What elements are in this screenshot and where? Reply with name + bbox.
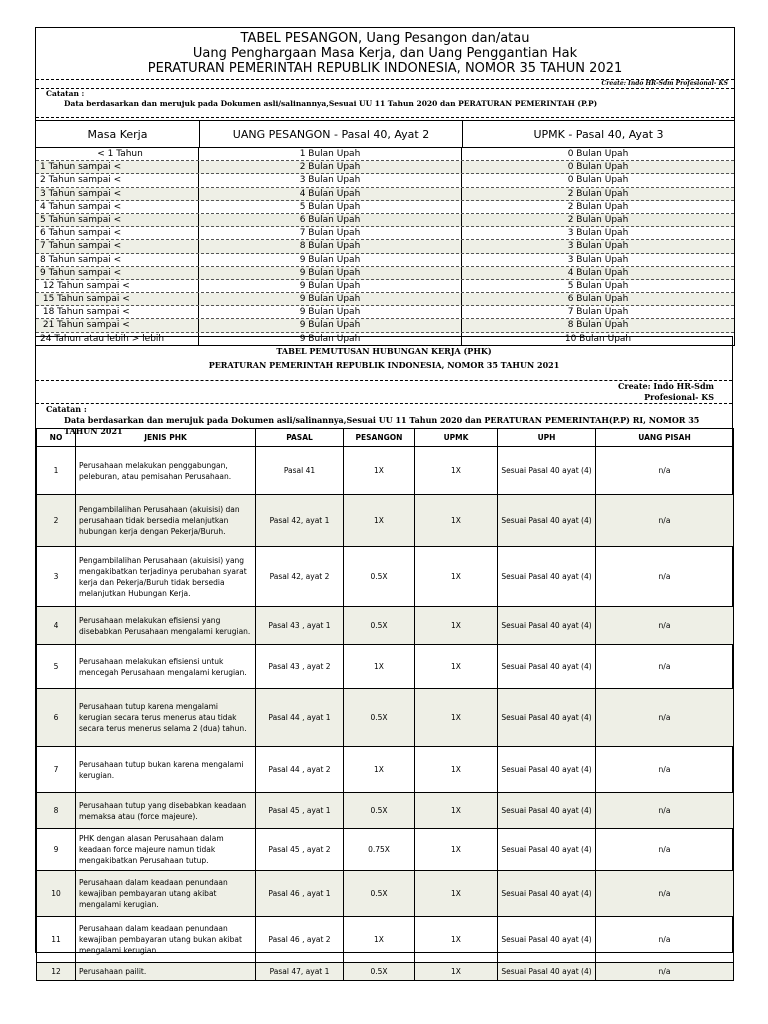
pesangon-cell: 0.5X [344,793,415,829]
phk-header-row [37,429,734,447]
table-row [37,447,734,495]
pesangon-cell: 4 Bulan Upah [199,188,462,200]
uph-cell: Sesuai Pasal 40 ayat (4) [498,871,596,917]
upmk-cell: 0 Bulan Upah [567,175,629,186]
pesangon-table-header [36,120,734,148]
jenis-phk-cell: Pengambilalihan Perusahaan (akuisisi) dan perusahaan tidak bersedia melanjutkan hubungan kerja dengan Pekerja/Buruh. [76,495,256,547]
pesangon-cell: 8 Bulan Upah [199,240,462,252]
pesangon-cell: 7 Bulan Upah [199,227,462,239]
jenis-phk-cell: Pengambilalihan Perusahaan (akuisisi) yang mengakibatkan terjadinya perubahan syarat kerja dan Pekerja/Buruh tidak bersedia melanjutkan Hubungan Kerja. [76,547,256,607]
table-row [36,306,734,319]
pesangon-cell: 6 Bulan Upah [199,214,462,226]
upmk-cell: 1X [415,689,498,747]
table-row [37,793,734,829]
header-upmk: UPMK - Pasal 40, Ayat 3 [533,127,664,141]
pesangon-cell: 1 Bulan Upah [199,148,462,160]
no-cell: 9 [37,829,76,871]
pasal-cell: Pasal 47, ayat 1 [256,963,344,981]
upmk-cell: 2 Bulan Upah [567,201,629,212]
masa-kerja-cell: 8 Tahun sampai < [36,254,199,266]
uang-pisah-cell: n/a [596,747,734,793]
upmk-cell: 4 Bulan Upah [567,267,629,278]
phk-catatan-label: Catatan : [46,404,87,414]
masa-kerja-cell: 21 Tahun sampai < [36,319,199,331]
table-row [37,917,734,963]
uang-pisah-cell: n/a [596,689,734,747]
table-row [37,829,734,871]
uang-pisah-cell: n/a [596,607,734,645]
phk-create-line-2: Profesional- KS [644,392,714,402]
create-credit: Create: Indo HR-Sdm Profesional- KS [36,80,734,89]
uph-cell: Sesuai Pasal 40 ayat (4) [498,689,596,747]
no-cell: 4 [37,607,76,645]
uang-pisah-cell: n/a [596,645,734,689]
masa-kerja-cell: 3 Tahun sampai < [36,188,199,200]
no-cell: 11 [37,917,76,963]
pasal-cell: Pasal 45 , ayat 1 [256,793,344,829]
masa-kerja-cell: 4 Tahun sampai < [36,201,199,213]
jenis-phk-cell: Perusahaan melakukan efisiensi untuk mencegah Perusahaan mengalami kerugian. [76,645,256,689]
upmk-cell: 1X [415,607,498,645]
header-uph: UPH [498,429,596,447]
pesangon-cell: 9 Bulan Upah [199,293,462,305]
pesangon-cell: 0.5X [344,547,415,607]
pasal-cell: Pasal 41 [256,447,344,495]
upmk-cell: 3 Bulan Upah [567,254,629,265]
no-cell: 5 [37,645,76,689]
upmk-cell: 10 Bulan Upah [564,333,632,344]
no-cell: 2 [37,495,76,547]
no-cell: 12 [37,963,76,981]
pesangon-cell: 0.5X [344,871,415,917]
upmk-cell: 0 Bulan Upah [567,162,629,173]
upmk-cell: 7 Bulan Upah [567,307,629,318]
pesangon-cell: 1X [344,645,415,689]
upmk-cell: 3 Bulan Upah [567,228,629,239]
upmk-cell: 1X [415,747,498,793]
pasal-cell: Pasal 42, ayat 1 [256,495,344,547]
pesangon-cell: 0.5X [344,689,415,747]
pasal-cell: Pasal 42, ayat 2 [256,547,344,607]
jenis-phk-cell: Perusahaan tutup karena mengalami kerugian secara terus menerus atau tidak secara terus menerus selama 2 (dua) tahun. [76,689,256,747]
table-row [37,645,734,689]
masa-kerja-cell: 12 Tahun sampai < [36,280,199,292]
jenis-phk-cell: Perusahaan pailit. [76,963,256,981]
upmk-cell: 1X [415,871,498,917]
pesangon-table-body [36,148,734,345]
uang-pisah-cell: n/a [596,829,734,871]
pesangon-cell: 0.75X [344,829,415,871]
upmk-cell: 0 Bulan Upah [567,149,629,159]
upmk-cell: 3 Bulan Upah [567,241,629,252]
no-cell: 3 [37,547,76,607]
pasal-cell: Pasal 43 , ayat 1 [256,607,344,645]
pesangon-cell: 9 Bulan Upah [199,280,462,292]
pesangon-table [35,27,735,346]
masa-kerja-cell: 15 Tahun sampai < [36,293,199,305]
upmk-cell: 1X [415,645,498,689]
upmk-cell: 8 Bulan Upah [567,320,629,331]
masa-kerja-cell: 24 Tahun atau lebih > lebih [36,333,199,345]
pesangon-cell: 3 Bulan Upah [199,174,462,186]
no-cell: 8 [37,793,76,829]
phk-data-table [36,428,734,981]
jenis-phk-cell: PHK dengan alasan Perusahaan dalam keadaan force majeure namun tidak mengakibatkan Perusahaan tutup. [76,829,256,871]
header-pesangon: PESANGON [344,429,415,447]
masa-kerja-cell: 6 Tahun sampai < [36,227,199,239]
uang-pisah-cell: n/a [596,495,734,547]
jenis-phk-cell: Perusahaan dalam keadaan penundaan kewajiban pembayaran utang bukan akibat mengalami kerugian. [76,917,256,963]
uph-cell: Sesuai Pasal 40 ayat (4) [498,645,596,689]
pesangon-cell: 1X [344,747,415,793]
table-row [37,747,734,793]
no-cell: 1 [37,447,76,495]
upmk-cell: 2 Bulan Upah [567,188,629,199]
table-row [36,254,734,267]
masa-kerja-cell: 2 Tahun sampai < [36,174,199,186]
title-line-2: Uang Penghargaan Masa Kerja, dan Uang Penggantian Hak [192,46,578,61]
upmk-cell: 1X [415,829,498,871]
phk-table-body [37,447,734,981]
table-row [36,240,734,253]
pesangon-cell: 5 Bulan Upah [199,201,462,213]
table-row [36,227,734,240]
upmk-cell: 5 Bulan Upah [567,280,629,291]
uph-cell: Sesuai Pasal 40 ayat (4) [498,607,596,645]
uph-cell: Sesuai Pasal 40 ayat (4) [498,917,596,963]
uang-pisah-cell: n/a [596,447,734,495]
table-row [36,280,734,293]
no-cell: 6 [37,689,76,747]
phk-title-line-1: TABEL PEMUTUSAN HUBUNGAN KERJA (PHK) [276,346,492,356]
uph-cell: Sesuai Pasal 40 ayat (4) [498,829,596,871]
pesangon-cell: 1X [344,917,415,963]
jenis-phk-cell: Perusahaan tutup yang disebabkan keadaan memaksa atau (force majeure). [76,793,256,829]
table-row [36,188,734,201]
uph-cell: Sesuai Pasal 40 ayat (4) [498,495,596,547]
table-row [36,267,734,280]
pesangon-cell: 0.5X [344,963,415,981]
uph-cell: Sesuai Pasal 40 ayat (4) [498,747,596,793]
uang-pisah-cell: n/a [596,871,734,917]
header-uang-pisah: UANG PISAH [596,429,734,447]
catatan-note [36,89,734,118]
pesangon-cell: 2 Bulan Upah [199,161,462,173]
phk-table [35,336,733,976]
table-row [36,293,734,306]
phk-catatan-text: Data berdasarkan dan merujuk pada Dokumen asli/salinannya,Sesuai UU 11 Tahun 2020 dan PERATURAN PEMERINTAH(P.P) RI, NOMOR 35 TAHUN 2021 [64,415,700,436]
pesangon-cell: 9 Bulan Upah [199,267,462,279]
table-row [37,607,734,645]
title-line-1: TABEL PESANGON, Uang Pesangon dan/atau [240,31,530,46]
masa-kerja-cell: 9 Tahun sampai < [36,267,199,279]
upmk-cell: 1X [415,793,498,829]
uang-pisah-cell: n/a [596,917,734,963]
upmk-cell: 6 Bulan Upah [567,294,629,305]
table-row [37,871,734,917]
upmk-cell: 1X [415,963,498,981]
uang-pisah-cell: n/a [596,963,734,981]
upmk-cell: 1X [415,547,498,607]
jenis-phk-cell: Perusahaan dalam keadaan penundaan kewajiban pembayaran utang akibat mengalami kerugian. [76,871,256,917]
catatan-label: Catatan : [46,89,85,98]
phk-create-credit [36,381,732,404]
pesangon-cell: 9 Bulan Upah [199,319,462,331]
phk-catatan-note [36,404,732,436]
pesangon-table-title [36,28,734,80]
title-line-3: PERATURAN PEMERINTAH REPUBLIK INDONESIA, NOMOR 35 TAHUN 2021 [147,61,623,76]
table-row [36,319,734,332]
header-upmk: UPMK [415,429,498,447]
pesangon-cell: 1X [344,447,415,495]
table-row [37,963,734,981]
jenis-phk-cell: Perusahaan tutup bukan karena mengalami kerugian. [76,747,256,793]
pasal-cell: Pasal 44 , ayat 1 [256,689,344,747]
uang-pisah-cell: n/a [596,793,734,829]
masa-kerja-cell: < 1 Tahun [36,148,199,160]
pesangon-cell: 9 Bulan Upah [199,306,462,318]
header-no: NO [37,429,76,447]
table-row [36,161,734,174]
phk-create-line-1: Create: Indo HR-Sdm [617,381,714,391]
pesangon-cell: 9 Bulan Upah [199,254,462,266]
table-row [36,148,734,161]
table-row [36,214,734,227]
masa-kerja-cell: 5 Tahun sampai < [36,214,199,226]
catatan-text: Data berdasarkan dan merujuk pada Dokumen asli/salinannya,Sesuai UU 11 Tahun 2020 dan PERATURAN PEMERINTAH (P.P) [64,99,598,108]
pasal-cell: Pasal 46 , ayat 2 [256,917,344,963]
uph-cell: Sesuai Pasal 40 ayat (4) [498,547,596,607]
masa-kerja-cell: 18 Tahun sampai < [36,306,199,318]
uang-pisah-cell: n/a [596,547,734,607]
table-row [37,689,734,747]
pasal-cell: Pasal 46 , ayat 1 [256,871,344,917]
uph-cell: Sesuai Pasal 40 ayat (4) [498,963,596,981]
header-jenis-phk: JENIS PHK [76,429,256,447]
masa-kerja-cell: 1 Tahun sampai < [36,161,199,173]
uph-cell: Sesuai Pasal 40 ayat (4) [498,447,596,495]
header-uang-pesangon: UANG PESANGON - Pasal 40, Ayat 2 [200,121,463,147]
upmk-cell: 1X [415,447,498,495]
upmk-cell: 2 Bulan Upah [567,214,629,225]
header-pasal: PASAL [256,429,344,447]
pasal-cell: Pasal 43 , ayat 2 [256,645,344,689]
upmk-cell: 1X [415,495,498,547]
jenis-phk-cell: Perusahaan melakukan penggabungan, peleburan, atau pemisahan Perusahaan. [76,447,256,495]
table-row [37,547,734,607]
phk-title-line-2: PERATURAN PEMERINTAH REPUBLIK INDONESIA, NOMOR 35 TAHUN 2021 [208,360,560,370]
no-cell: 7 [37,747,76,793]
table-row [36,201,734,214]
phk-table-title [36,337,732,381]
pesangon-cell: 9 Bulan Upah [199,333,462,345]
pesangon-cell: 0.5X [344,607,415,645]
table-row [37,495,734,547]
upmk-cell: 1X [415,917,498,963]
masa-kerja-cell: 7 Tahun sampai < [36,240,199,252]
uph-cell: Sesuai Pasal 40 ayat (4) [498,793,596,829]
no-cell: 10 [37,871,76,917]
pasal-cell: Pasal 44 , ayat 2 [256,747,344,793]
jenis-phk-cell: Perusahaan melakukan efisiensi yang disebabkan Perusahaan mengalami kerugian. [76,607,256,645]
pasal-cell: Pasal 45 , ayat 2 [256,829,344,871]
table-row [36,174,734,187]
pesangon-cell: 1X [344,495,415,547]
header-masa-kerja: Masa Kerja [36,121,200,147]
